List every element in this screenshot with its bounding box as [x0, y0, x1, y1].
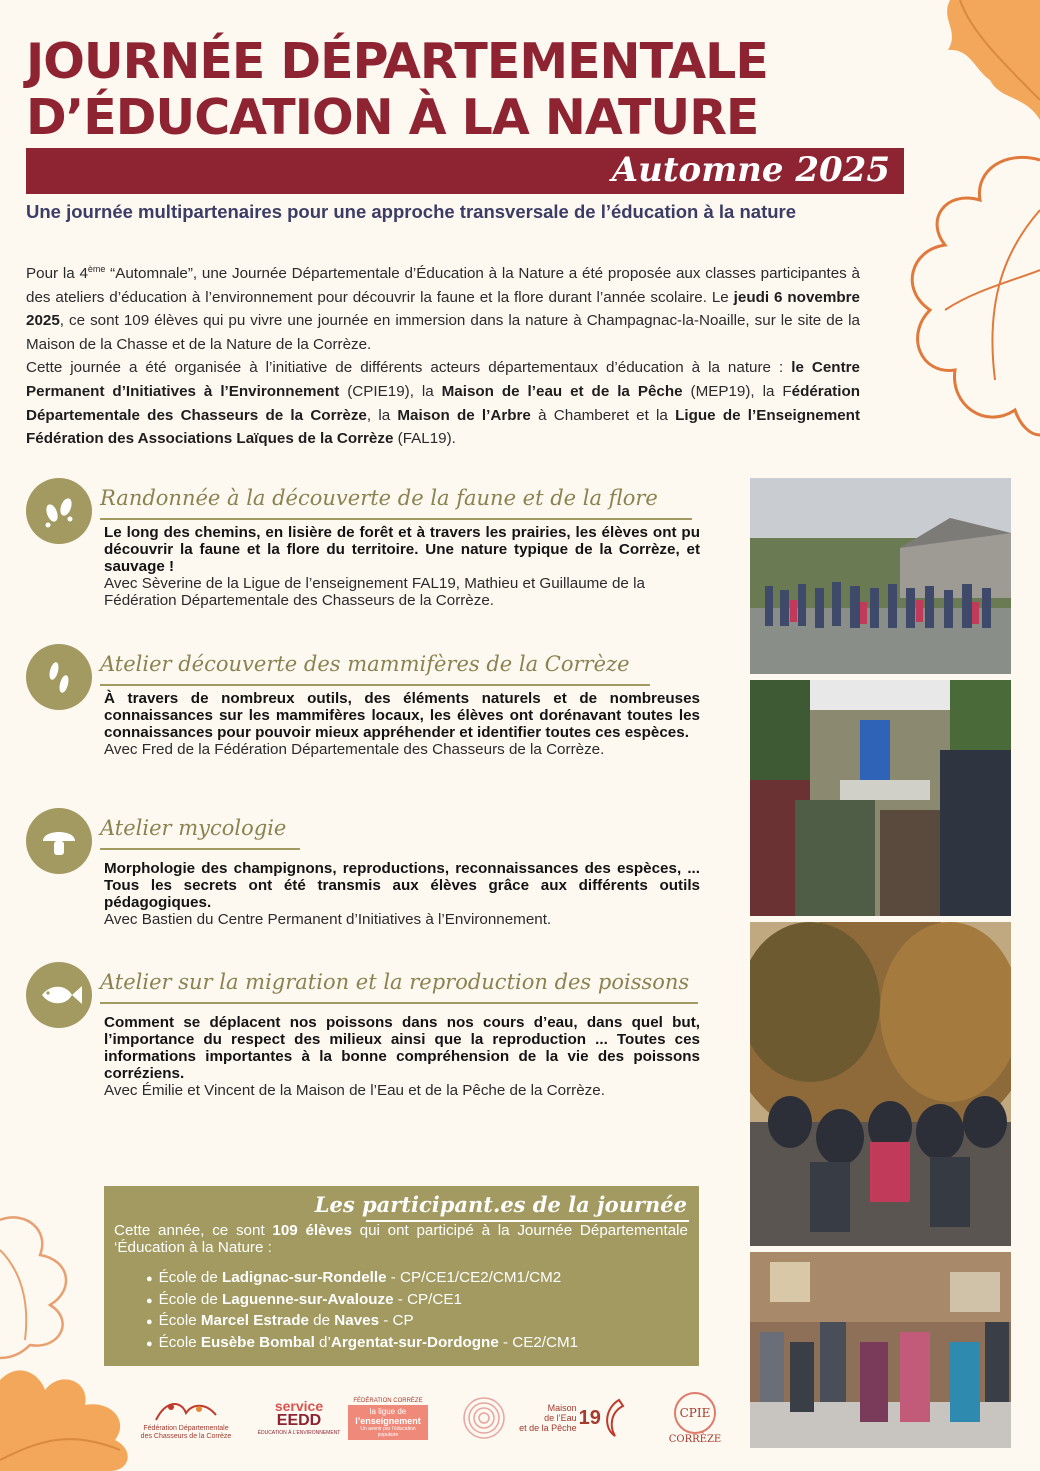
photo-mammals-workshop	[750, 680, 1011, 916]
section-lead: Morphologie des champignons, reproductions, reconnaissances des espèces, ... Tous les secrets ont été transmis aux élèves grâce aux différents outils pédagogiques.	[104, 860, 700, 911]
participants-text: Cette année, ce sont 109 élèves qui ont participé à la Journée Départementale ‘Éducation à la Nature :	[114, 1222, 688, 1256]
section-facilitators: Avec Fred de la Fédération Départementale des Chasseurs de la Corrèze.	[104, 741, 605, 758]
section-title: Randonnée à la découverte de la faune et de la flore	[100, 486, 658, 510]
title-banner	[26, 148, 904, 194]
section-title: Atelier sur la migration et la reproduction des poissons	[100, 970, 690, 994]
section-facilitators: Avec Émilie et Vincent de la Maison de l’Eau et de la Pêche de la Corrèze.	[104, 1082, 605, 1099]
section-underline	[100, 684, 650, 686]
season-label: Automne 2025	[611, 150, 890, 190]
list-item: ● École de Laguenne-sur-Avalouze - CP/CE1	[146, 1290, 578, 1312]
section-title: Atelier découverte des mammifères de la Corrèze	[100, 652, 630, 676]
section-mammiferes	[26, 644, 706, 784]
intro-paragraph-1: Pour la 4ème “Automnale”, une Journée Départementale d’Éducation à la Nature a été proposée aux classes participantes à des ateliers d’éducation à l’environnement pour découvrir la faune et la flore durant l’année scolaire. Le jeudi 6 novembre 2025, ce sont 109 élèves qui pu vivre une journée en immersion dans la nature à Champagnac-la-Noaille, sur le site de la Maison de la Chasse et de la Nature de la Corrèze.	[26, 264, 860, 353]
list-item: ● École Marcel Estrade de Naves - CP	[146, 1311, 578, 1333]
animal-tracks-icon	[26, 644, 92, 710]
section-poissons	[26, 962, 706, 1122]
oak-leaf-bottom-left	[0, 1360, 140, 1471]
fingerprint-icon	[454, 1388, 514, 1448]
section-lead: Comment se déplacent nos poissons dans nos cours d’eau, dans quel but, l’importance du respect des milieux ainsi que la reproduction ... Toutes ces informations importantes à la bonne compréhension de la vie des poissons corréziens.	[104, 1014, 700, 1082]
intro-text	[26, 258, 860, 451]
logo-maison-eau-peche: Maison de l’Eau et de la Pêche 19	[518, 1388, 628, 1448]
fish-icon	[26, 962, 92, 1028]
participants-box	[104, 1186, 699, 1366]
schools-list	[146, 1268, 578, 1354]
section-facilitators: Avec Bastien du Centre Permanent d’Initiatives à l’Environnement.	[104, 911, 552, 928]
footprints-icon	[26, 478, 92, 544]
section-lead: À travers de nombreux outils, des éléments naturels et de nombreuses connaissances sur les mammifères locaux, les élèves ont dorénavant toutes les connaissances pour pouvoir mieux appréhender et identifier toutes ces espèces.	[104, 690, 700, 741]
page-title	[26, 34, 906, 146]
logo-fdc19: Fédération Départementale des Chasseurs de la Corrèze	[140, 1388, 232, 1448]
oak-leaf-top-right	[930, 0, 1040, 130]
logo-cpie-correze: CPIE CORRÈZE	[660, 1388, 730, 1448]
title-line-1: JOURNÉE DÉPARTEMENTALE	[26, 33, 768, 90]
section-mycologie	[26, 808, 706, 938]
subtitle: Une journée multipartenaires pour une approche transversale de l’éducation à la nature	[26, 201, 797, 222]
partner-logos	[140, 1388, 740, 1450]
photo-group-hike	[750, 478, 1011, 674]
section-underline	[100, 848, 300, 850]
leaf-outline-left	[0, 1210, 75, 1360]
section-title: Atelier mycologie	[100, 816, 287, 840]
section-randonnee	[26, 478, 706, 618]
intro-paragraph-2: Cette journée a été organisée à l’initiative de différents acteurs départementaux d’éducation à la nature : le Centre Permanent d’Initiatives à l’Environnement (CPIE19), la Maison de l’eau et de la Pêche (MEP19), la Fédération Départementale des Chasseurs de la Corrèze, la Maison de l’Arbre à Chamberet et la Ligue de l’Enseignement Fédération des Associations Laïques de la Corrèze (FAL19).	[26, 359, 861, 448]
list-item: ● École de Ladignac-sur-Rondelle - CP/CE1/CE2/CM1/CM2	[146, 1268, 578, 1290]
logo-ligue-enseignement: FÉDÉRATION CORRÈZE la ligue de l’enseignement Un avenir par l’éducation populaire	[344, 1388, 432, 1448]
participants-title: Les participant.es de la journée	[314, 1192, 687, 1217]
mushroom-icon	[26, 808, 92, 874]
title-line-2: D’ÉDUCATION À LA NATURE	[26, 89, 759, 146]
section-underline	[100, 1002, 698, 1004]
photo-fish-workshop	[750, 1252, 1011, 1448]
photo-mycology-workshop	[750, 922, 1011, 1246]
section-facilitators: Avec Sèverine de la Ligue de l’enseignement FAL19, Mathieu et Guillaume de la Fédération Départementale des Chasseurs de la Corrèze.	[104, 575, 645, 609]
logo-service-eedd: service EEDD ÉDUCATION À L’ENVIRONNEMENT	[257, 1398, 341, 1436]
section-lead: Le long des chemins, en lisière de forêt et à travers les prairies, les élèves ont pu découvrir la faune et la flore du territoire. Une nature typique de la Corrèze, et sauvage !	[104, 524, 700, 575]
list-item: ● École Eusèbe Bombal d’Argentat-sur-Dordogne - CE2/CM1	[146, 1333, 578, 1355]
leaf-outline-right	[895, 150, 1040, 440]
section-underline	[100, 518, 692, 520]
